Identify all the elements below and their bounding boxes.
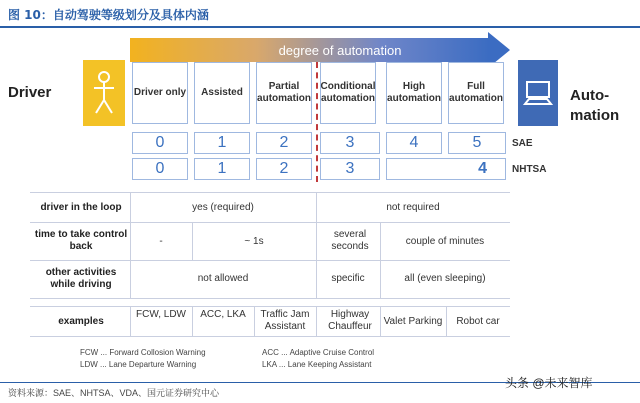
- level-card-5: Full automation: [448, 62, 504, 124]
- nhtsa-level-3: 3: [320, 158, 380, 180]
- sae-level-0: 0: [132, 132, 188, 154]
- cell-activities-specific: specific: [331, 273, 365, 284]
- cell-takeover-1s: ~ 1s: [244, 236, 264, 247]
- title-rule: [0, 26, 640, 28]
- level-card-1: Assisted: [194, 62, 250, 124]
- source-note: 资料来源：SAE、NHTSA、VDA、国元证券研究中心: [8, 388, 220, 398]
- legend-lka: LKA ... Lane Keeping Assistant: [262, 360, 372, 369]
- table-rule: [30, 306, 510, 307]
- table-col-rule: [380, 222, 381, 298]
- cell-takeover-seconds: several seconds: [331, 229, 369, 252]
- cell-activities-all: all (even sleeping): [404, 273, 486, 284]
- level-card-3: Conditional automation: [320, 62, 376, 124]
- legend-acc: ACC ... Adaptive Cruise Control: [262, 348, 375, 357]
- cell-activities-not-allowed: not allowed: [197, 273, 249, 284]
- table-col-rule: [192, 306, 193, 336]
- table-rule: [30, 222, 510, 223]
- cell-example-4: Valet Parking: [383, 316, 443, 327]
- arrow-label: degree of automation: [278, 43, 402, 58]
- table-rule: [30, 260, 510, 261]
- watermark: 头条 @未来智库: [505, 376, 593, 390]
- nhtsa-level-4: 4: [386, 158, 506, 180]
- cell-takeover-minutes: couple of minutes: [405, 236, 485, 247]
- row-header-activities: other activities while driving: [45, 267, 117, 290]
- sae-level-1: 1: [194, 132, 250, 154]
- cell-example-1: ACC, LKA: [200, 309, 246, 320]
- row-header-takeover-time: time to take control back: [34, 229, 128, 252]
- nhtsa-level-2: 2: [256, 158, 312, 180]
- row-header-driver-loop: driver in the loop: [40, 202, 122, 213]
- table-col-rule: [316, 306, 317, 336]
- table-col-rule: [130, 306, 131, 336]
- automation-label: Auto-mation: [570, 87, 620, 124]
- level-card-2: Partial automation: [256, 62, 312, 124]
- automation-box: [518, 60, 558, 126]
- legend-ldw: LDW ... Lane Departure Warning: [80, 360, 197, 369]
- computer-icon: [523, 78, 553, 108]
- table-rule: [30, 192, 510, 193]
- driver-label: Driver: [8, 84, 52, 101]
- nhtsa-level-0: 0: [132, 158, 188, 180]
- level-card-0: Driver only: [132, 62, 188, 124]
- cell-driver-loop-yes: yes (required): [192, 202, 254, 213]
- table-rule: [30, 298, 510, 299]
- person-icon: [91, 70, 117, 116]
- cell-example-0: FCW, LDW: [136, 309, 186, 320]
- figure-title: 图 10：自动驾驶等级划分及具体内涵: [8, 8, 209, 22]
- driver-box: [83, 60, 125, 126]
- cell-example-3: Highway Chauffeur: [328, 309, 372, 332]
- level-card-4: High automation: [386, 62, 442, 124]
- sae-level-5: 5: [448, 132, 506, 154]
- row-header-examples: examples: [58, 316, 104, 327]
- table-col-rule: [254, 306, 255, 336]
- legend-fcw: FCW ... Forward Collosion Warning: [80, 348, 206, 357]
- table-rule: [30, 336, 510, 337]
- nhtsa-label: NHTSA: [512, 164, 547, 175]
- cell-example-2: Traffic Jam Assistant: [260, 309, 310, 332]
- cell-takeover-none: -: [159, 236, 163, 247]
- human-machine-divider: [316, 62, 318, 182]
- cell-example-5: Robot car: [456, 316, 500, 327]
- sae-level-2: 2: [256, 132, 312, 154]
- sae-level-4: 4: [386, 132, 442, 154]
- sae-level-3: 3: [320, 132, 380, 154]
- sae-label: SAE: [512, 138, 533, 149]
- cell-driver-loop-no: not required: [386, 202, 440, 213]
- nhtsa-level-1: 1: [194, 158, 250, 180]
